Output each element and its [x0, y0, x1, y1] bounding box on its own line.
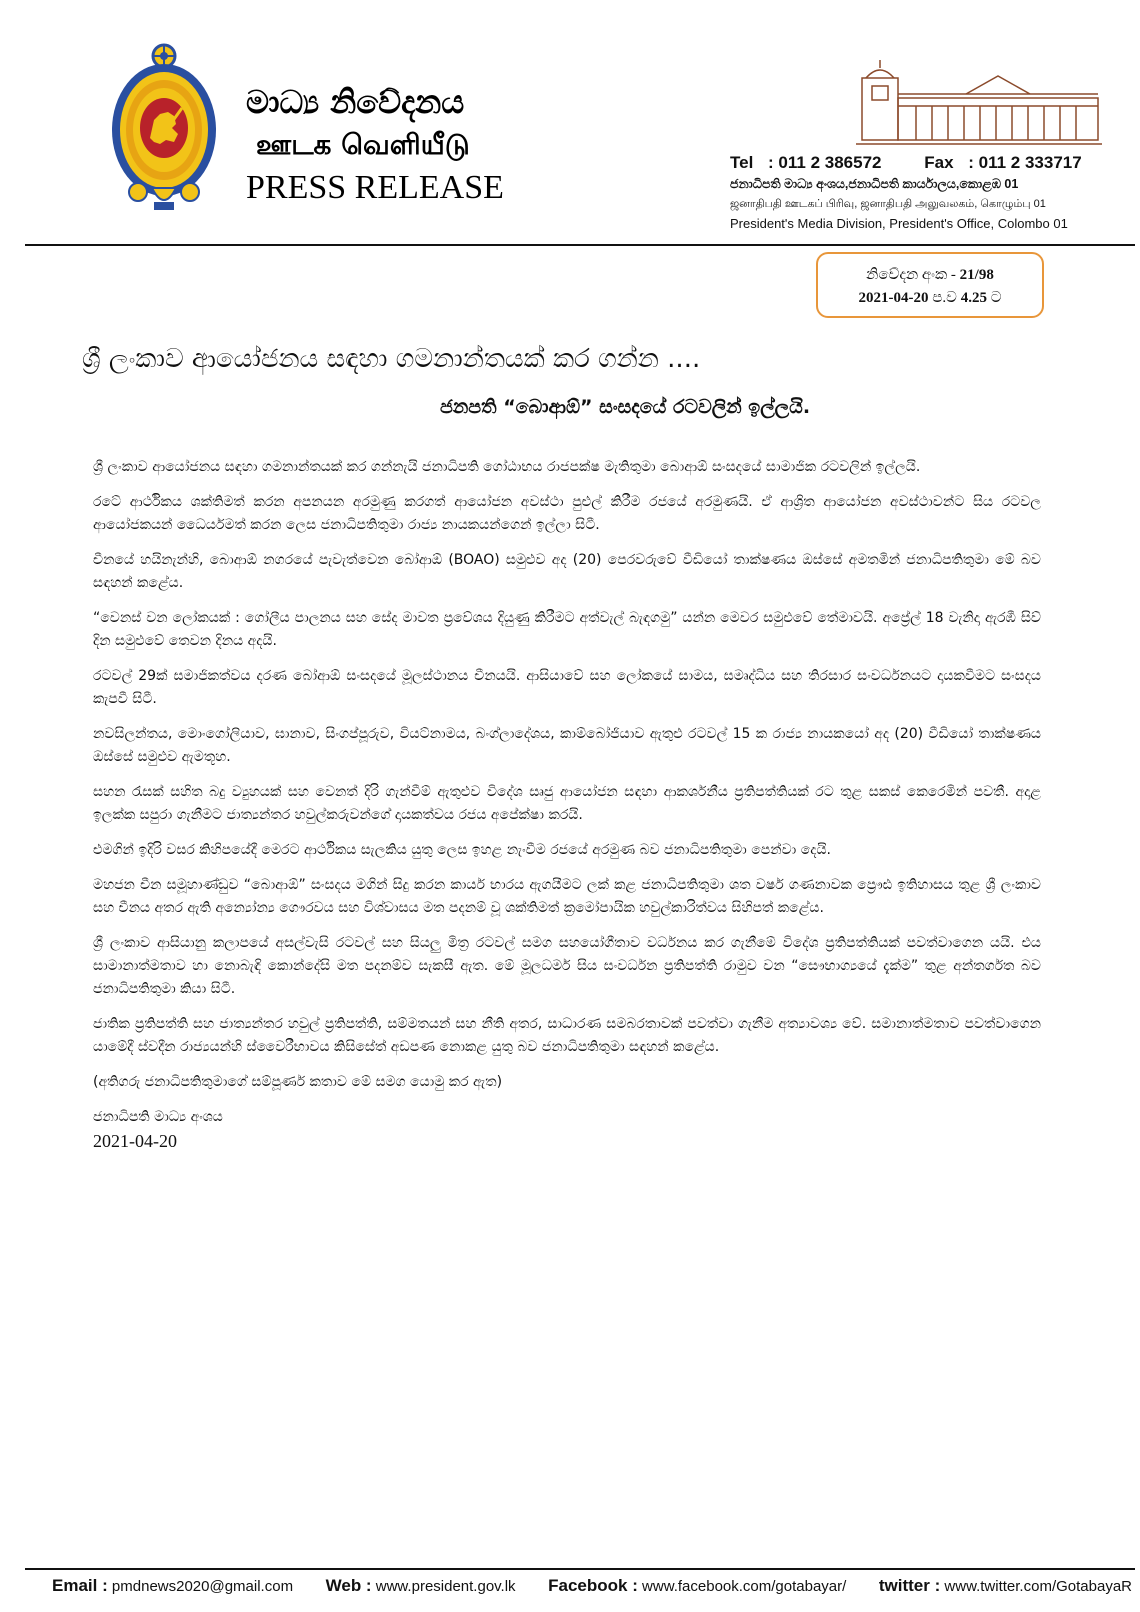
title-english: PRESS RELEASE — [246, 169, 504, 206]
header-divider — [25, 244, 1135, 246]
phone-fax-row — [730, 152, 1110, 174]
title-sinhala: මාධ්‍ය නිවේදනය — [246, 83, 465, 121]
email-link[interactable]: pmdnews2020@gmail.com — [111, 1578, 294, 1595]
reference-number-row — [818, 264, 1042, 287]
article-body — [93, 456, 1041, 1153]
reference-number-value: 21/98 — [959, 267, 994, 283]
contact-info — [730, 152, 1110, 234]
paragraph: මහජන චීන සමූහාණ්ඩුව “බොආඕ” සංසදය මගින් සිදු කරන කාර්ය භාරය ඇගයීමට ලක් කළ ජනාධිපතිතුමා ශත වර්ෂ ගණනාවක ප්‍රෞඪ ඉතිහාසය තුළ ශ්‍රී ලංකාව සහ චීනය අතර ඇති අන්‍යෝන්‍ය ගෞරවය සහ විශ්වාසය මත පදනම් වූ ශක්තිමත් ක්‍රමෝපායික හවුල්කාරිත්වය සිහිපත් කළේය. — [93, 877, 1041, 916]
footer-email — [52, 1576, 293, 1604]
address-sinhala: ජනාධිපති මාධ්‍ය අංශය,ජනාධිපති කාර්යාලය,කොළඹ 01 — [730, 177, 1019, 191]
paragraph: රටේ ආර්ථිකය ශක්තිමත් කරන අපනයන අරමුණු කරගත් ආයෝජන අවස්ථා පුළුල් කිරීම රජයේ අරමුණයි. ඒ ආශ්‍රිත ආයෝජන අවස්ථාවන්ට සිය රටවල ආයෝජකයන් ධෛර්යමත් කරන ලෙස ජනාධිපතිතුමා රාජ්‍ය නායකයන්ගෙන් ඉල්ලා සිටී. — [93, 494, 1041, 533]
reference-date: 2021-04-20 — [858, 290, 929, 306]
footer-facebook — [548, 1576, 846, 1604]
tel-value: : 011 2 386572 — [768, 153, 882, 172]
reference-number-label: නිවේදන අංක - — [866, 267, 956, 283]
press-release-title — [246, 82, 546, 208]
headline: ශ්‍රී ලංකාව ආයෝජනය සඳහා ගමනාන්තයක් කර ගන්න .... — [82, 344, 701, 374]
web-link[interactable]: www.president.gov.lk — [375, 1578, 516, 1595]
paragraph: එමගින් ඉදිරි වසර කිහිපයේදී මෙරට ආර්ථිකය සැලකිය යුතු ලෙස ඉහළ නැංවීම රජයේ අරමුණ බව ජනාධිපතිතුමා පෙන්වා දෙයි. — [93, 842, 831, 858]
tel-label: Tel — [730, 153, 754, 172]
address-tamil: ஜனாதிபதி ஊடகப் பிரிவு, ஜனாதிபதி அலுவலகம், கொழும்பு 01 — [730, 198, 1046, 210]
paragraph: “වෙනස් වන ලෝකයක් : ගෝලීය පාලනය සහ සේද මාවත ප්‍රවේශය දියුණු කිරීමට අත්වැල් බැඳගමු” යන්න මෙවර සමුළුවේ තේමාවයි. අප්‍රේල් 18 වැනිදා ඇරඹී සිව් දින සමුළුවේ තෙවන දිනය අදයි. — [93, 610, 1041, 649]
paragraph: නවසිලන්තය, මොංගෝලියාව, ඝානාව, සිංගප්පූරුව, වියට්නාමය, බංග්ලාදේශය, කාම්බෝජියාව ඇතුළු රටවල් 15 ක රාජ්‍ය නායකයෝ අද (20) වීඩියෝ තාක්ෂණය ඔස්සේ සමුළුව ඇමතූහ. — [93, 726, 1041, 765]
paragraph: ශ්‍රී ලංකාව ආසියානු කලාපයේ අසල්වැසි රටවල් සහ සියලු මිත්‍ර රටවල් සමග සහයෝගීතාව වර්ධනය කර ගැනීමේ විදේශ ප්‍රතිපත්තියක් පවත්වාගෙන යයි. එය සාමානාත්මතාව හා නොබැඳි කොන්දේසි මත පදනම්ව සැකසී ඇත. මේ මූලධර්ම සිය සංවර්ධන ප්‍රතිපත්ති රාමුව වන “සෞභාග්‍යයේ දැක්ම” තුළ අන්තර්ගත බව ජනාධිපතිතුමා කියා සිටී. — [93, 935, 1041, 997]
fax-label: Fax — [924, 153, 954, 172]
subheadline: ජනපති “බොආඕ” සංසදයේ රටවලින් ඉල්ලයි. — [440, 396, 811, 418]
paragraph: චීනයේ හයිනැන්හි, බොආඕ නගරයේ පැවැත්වෙන බෝආඕ (BOAO) සමුළුව අද (20) පෙරවරුවේ වීඩියෝ තාක්ෂණය ඔස්සේ අමතමින් ජනාධිපතිතුමා මේ බව සඳහන් කළේය. — [93, 552, 1041, 591]
reference-time-suffix: ට — [990, 290, 1002, 306]
fax-value: : 011 2 333717 — [968, 153, 1082, 172]
reference-date-row — [818, 287, 1042, 310]
footer-web — [326, 1576, 516, 1604]
paragraph: සහන රැසක් සහිත බදු ව්‍යුහයක් සහ වෙනත් දිරි ගැන්වීම් ඇතුළුව විදේශ සෘජු ආයෝජන සඳහා ආකර්ශනීය ප්‍රතිපත්තියක් රට තුළ සකස් කෙරෙමින් පවතී. අදාළ ඉලක්ක සපුරා ගැනීමට ජාත්‍යන්තර හවුල්කරුවන්ගේ දායකත්වය රජය අපේක්ෂා කරයි. — [93, 784, 1041, 823]
letterhead — [0, 0, 1140, 248]
footer-divider — [25, 1568, 1135, 1570]
sri-lanka-emblem-icon — [108, 42, 220, 218]
reference-box — [816, 252, 1044, 318]
footer-contacts — [52, 1576, 1132, 1604]
reference-time: 4.25 — [960, 290, 987, 306]
presidents-office-building-icon — [856, 58, 1102, 148]
title-tamil: ஊடக வெளியீடு — [256, 128, 470, 161]
reference-time-label: ප.ව — [932, 290, 957, 306]
footer-twitter — [879, 1576, 1132, 1604]
web-label: Web : — [325, 1576, 372, 1595]
paragraph: ශ්‍රී ලංකාව ආයෝජනය සඳහා ගමනාන්තයක් කර ගන්නැයි ජනාධිපති ගෝඨාභය රාජපක්ෂ මැතිතුමා බොආඕ සංසදයේ සාමාජික රටවලින් ඉල්ලයි. — [93, 459, 921, 475]
twitter-link[interactable]: www.twitter.com/GotabayaR — [944, 1578, 1132, 1595]
paragraph: ජාතික ප්‍රතිපත්ති සහ ජාත්‍යන්තර හවුල් ප්‍රතිපත්ති, සම්මතයන් සහ නීති අතර, සාධාරණ සමබරතාවක් පවත්වා ගැනීම අත්‍යාවශ්‍ය වේ. සමානාත්මතාව පවත්වාගෙන යාමේදී ස්වදීන රාජ්‍යයන්හි ස්වෛරීභාවය කිසිසේත් අඩපණ නොකළ යුතු බව ජනාධිපතිතුමා සඳහන් කළේය. — [93, 1016, 1041, 1055]
facebook-label: Facebook : — [548, 1576, 638, 1595]
paragraph: රටවල් 29ක් සමාජිකත්වය දරණ බෝආඕ සංසදයේ මූලස්ථානය චීනයයි. ආසියාවේ සහ ලෝකයේ සාමය, සමෘද්ධිය සහ තිරසාර සංවර්ධනයට දායකවීමට සංසදය කැපවී සිටී. — [93, 668, 1041, 707]
address-english: President's Media Division, President's Office, Colombo 01 — [730, 216, 1068, 231]
signoff-division: ජනාධිපති මාධ්‍ය අංශය — [93, 1109, 223, 1125]
twitter-label: twitter : — [878, 1576, 941, 1595]
attachment-note: (අතිගරු ජනාධිපතිතුමාගේ සම්පූර්ණ කතාව මේ සමග යොමු කර ඇත) — [93, 1074, 503, 1090]
signoff-date: 2021-04-20 — [93, 1131, 177, 1151]
email-label: Email : — [52, 1576, 108, 1595]
facebook-link[interactable]: www.facebook.com/gotabayar/ — [642, 1578, 847, 1595]
